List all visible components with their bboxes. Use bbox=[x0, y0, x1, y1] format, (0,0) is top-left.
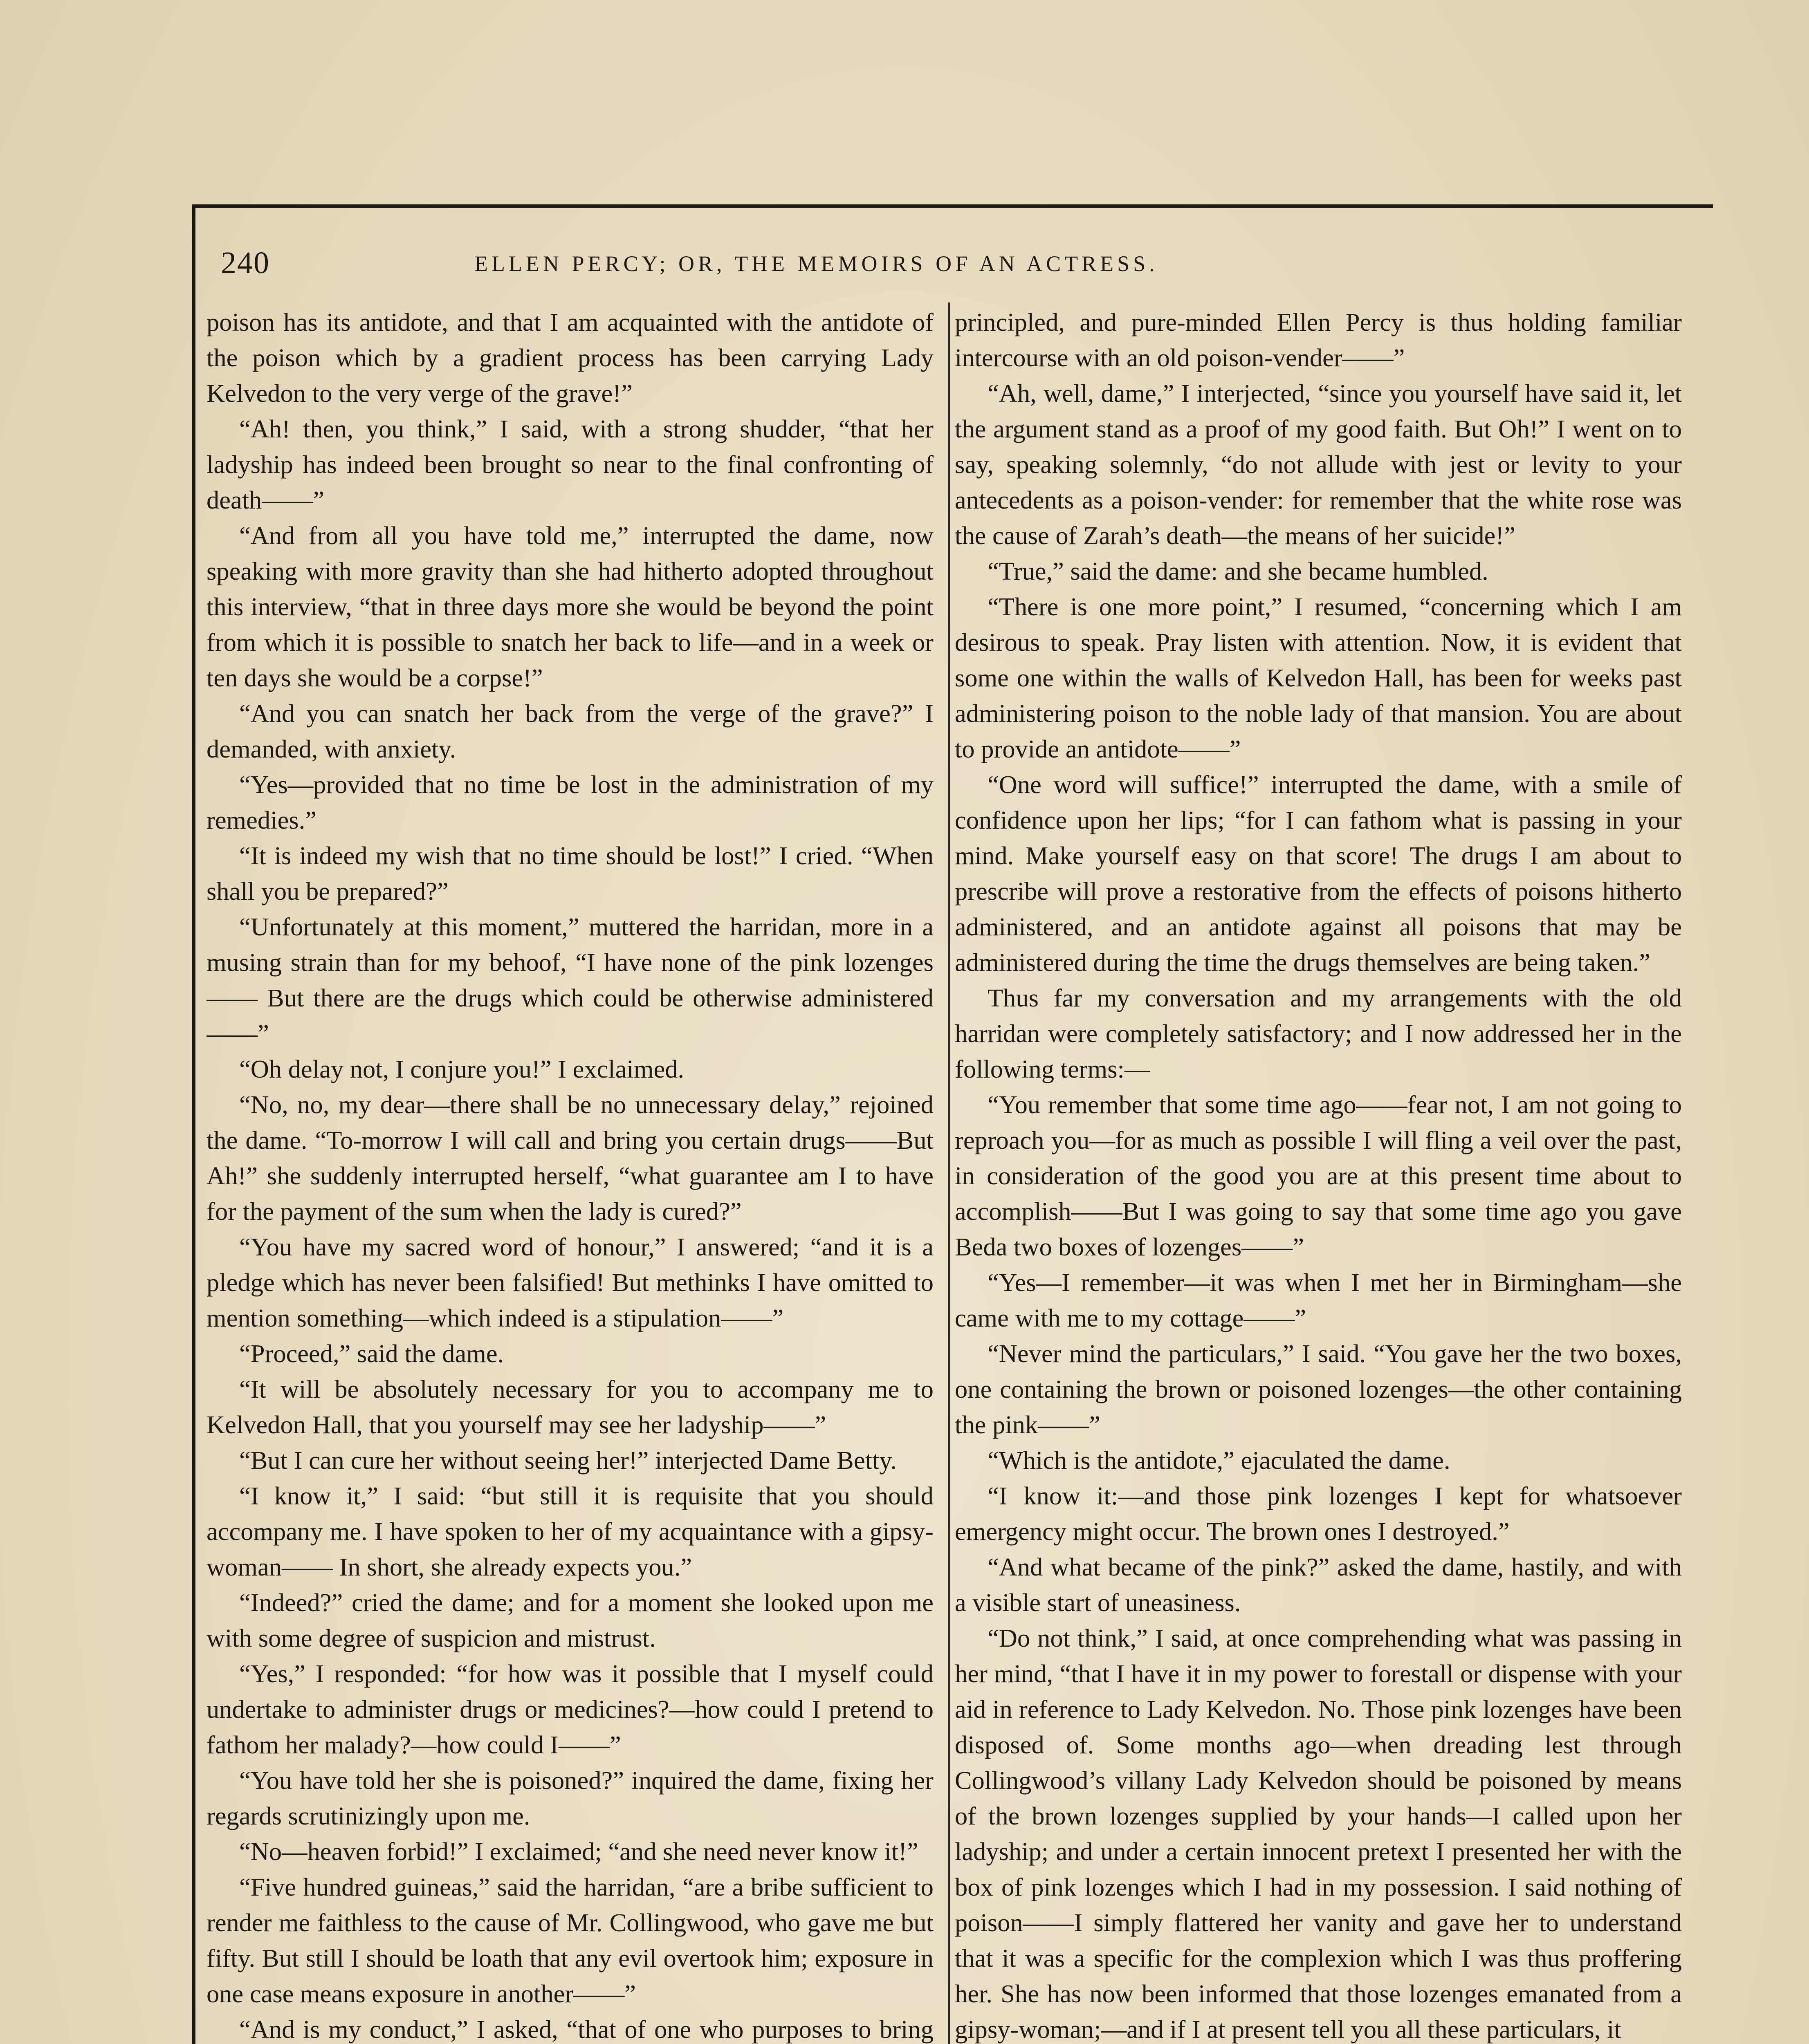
paragraph: “Oh delay not, I conjure you!” I exclaimed. bbox=[239, 1055, 685, 1083]
text-column-left bbox=[206, 305, 934, 2044]
paragraph: “And you can snatch her back from the verge of the grave?” I demanded, with anxiety. bbox=[206, 699, 934, 763]
paragraph: “Which is the antidote,” ejaculated the dame. bbox=[988, 1446, 1450, 1475]
left-rule bbox=[192, 204, 195, 2044]
paragraph: “Do not think,” I said, at once comprehending what was passing in her mind, “that I have it in my power to forestall or dispense with your aid in reference to Lady Kelvedon. No. Those pink lozenges have been disposed of. Some months ago—when dreading lest through Collingwood’s villany Lady Kelvedon should be poisoned by means of the brown lozenges supplied by your hands—I called upon her ladyship; and under a certain innocent pretext I presented her with the box of pink lozenges which I had in my possession. I said nothing of poison——I simply flattered her vanity and gave her to understand that it was a specific for the complexion which I was thus proffering her. She has now been informed that those lozenges emanated from a gipsy-woman;—and if I at present tell you all these particulars, it bbox=[955, 1624, 1682, 2044]
running-head: ELLEN PERCY; OR, THE MEMOIRS OF AN ACTRESS. bbox=[474, 251, 1158, 276]
page-header bbox=[221, 245, 1701, 290]
paragraph: “I know it,” I said: “but still it is requisite that you should accompany me. I have spoken to her of my acquaintance with a gipsy-woman—— In short, she already expects you.” bbox=[206, 1481, 934, 1581]
page-number: 240 bbox=[221, 246, 270, 280]
paragraph: “No—heaven forbid!” I exclaimed; “and she need never know it!” bbox=[239, 1837, 918, 1866]
paragraph: “But I can cure her without seeing her!” interjected Dame Betty. bbox=[239, 1446, 897, 1475]
paragraph: “One word will suffice!” interrupted the dame, with a smile of confidence upon her lips; “for I can fathom what is passing in your mind. Make yourself easy on that score! The drugs I am about to prescribe will prove a restorative from the effects of poisons hitherto administered, and an antidote against all poisons that may be administered during the time the drugs themselves are being taken.” bbox=[955, 770, 1682, 977]
paragraph: “No, no, my dear—there shall be no unnecessary delay,” rejoined the dame. “To-morrow I will call and bring you certain drugs——But Ah!” she suddenly interrupted herself, “what guarantee am I to have for the payment of the sum when the lady is cured?” bbox=[206, 1090, 934, 1226]
paragraph: “I know it:—and those pink lozenges I kept for whatsoever emergency might occur. The brown ones I destroyed.” bbox=[955, 1481, 1682, 1546]
paragraph: “And from all you have told me,” interrupted the dame, now speaking with more gravity than she had hitherto adopted throughout this interview, “that in three days more she would be beyond the point from which it is possible to snatch her back to life—and in a week or ten days she would be a corpse!” bbox=[206, 521, 934, 692]
text-column-right bbox=[955, 305, 1682, 2044]
paragraph: “There is one more point,” I resumed, “concerning which I am desirous to speak. Pray listen with attention. Now, it is evident that some one within the walls of Kelvedon Hall, has been for weeks past administering poison to the noble lady of that mansion. You are about to provide an antidote——” bbox=[955, 592, 1682, 763]
paragraph: “True,” said the dame: and she became humbled. bbox=[988, 557, 1488, 585]
paragraph: “And what became of the pink?” asked the dame, hastily, and with a visible start of uneasiness. bbox=[955, 1553, 1682, 1617]
paragraph: “Never mind the particulars,” I said. “You gave her the two boxes, one containing the brown or poisoned lozenges—the other containing the pink——” bbox=[955, 1339, 1682, 1439]
paragraph: “And is my conduct,” I asked, “that of one who purposes to bring bbox=[239, 2015, 934, 2044]
paragraph: “Ah, well, dame,” I interjected, “since you yourself have said it, let the argument stand as a proof of my good faith. But Oh!” I went on to say, speaking solemnly, “do not allude with jest or levity to your antecedents as a poison-vender: for remember that the white rose was the cause of Zarah’s death—the means of her suicide!” bbox=[955, 379, 1682, 550]
paragraph: principled, and pure-minded Ellen Percy is thus holding familiar intercourse with an old poison-vender——” bbox=[955, 308, 1682, 372]
paragraph: “Ah! then, you think,” I said, with a strong shudder, “that her ladyship has indeed been brought so near to the final confronting of death——” bbox=[206, 415, 934, 514]
paragraph: “Yes—I remember—it was when I met her in Birmingham—she came with me to my cottage——” bbox=[955, 1268, 1682, 1332]
paragraph: “You have told her she is poisoned?” inquired the dame, fixing her regards scrutinizingly upon me. bbox=[206, 1766, 934, 1830]
paragraph: “It will be absolutely necessary for you to accompany me to Kelvedon Hall, that you yourself may see her ladyship——” bbox=[206, 1375, 934, 1439]
paragraph: “Indeed?” cried the dame; and for a moment she looked upon me with some degree of suspicion and mistrust. bbox=[206, 1588, 934, 1652]
paragraph: “Unfortunately at this moment,” muttered the harridan, more in a musing strain than for my behoof, “I have none of the pink lozenges—— But there are the drugs which could be otherwise administered——” bbox=[206, 912, 934, 1048]
paragraph: “Yes—provided that no time be lost in the administration of my remedies.” bbox=[206, 770, 934, 834]
paragraph: “Yes,” I responded: “for how was it possible that I myself could undertake to administer drugs or medicines?—how could I pretend to fathom her malady?—how could I——” bbox=[206, 1659, 934, 1759]
paragraph: “Proceed,” said the dame. bbox=[239, 1339, 504, 1368]
paragraph: “You have my sacred word of honour,” I answered; “and it is a pledge which has never been falsified! But methinks I have omitted to mention something—which indeed is a stipulation——” bbox=[206, 1233, 934, 1332]
top-rule bbox=[192, 204, 1713, 208]
column-divider bbox=[948, 303, 950, 2044]
paragraph: “Five hundred guineas,” said the harridan, “are a bribe sufficient to render me faithless to the cause of Mr. Collingwood, who gave me but fifty. But still I should be loath that any evil overtook him; exposure in one case means exposure in another——” bbox=[206, 1873, 934, 2008]
paragraph: “It is indeed my wish that no time should be lost!” I cried. “When shall you be prepared?” bbox=[206, 841, 934, 905]
paragraph: “You remember that some time ago——fear not, I am not going to reproach you—for as much as possible I will fling a veil over the past, in consideration of the good you are at this present time about to accomplish——But I was going to say that some time ago you gave Beda two boxes of lozenges——” bbox=[955, 1090, 1682, 1261]
paragraph: Thus far my conversation and my arrangements with the old harridan were completely satisfactory; and I now addressed her in the following terms:— bbox=[955, 984, 1682, 1083]
paragraph: poison has its antidote, and that I am acquainted with the antidote of the poison which by a gradient process has been carrying Lady Kelvedon to the very verge of the grave!” bbox=[206, 308, 934, 408]
